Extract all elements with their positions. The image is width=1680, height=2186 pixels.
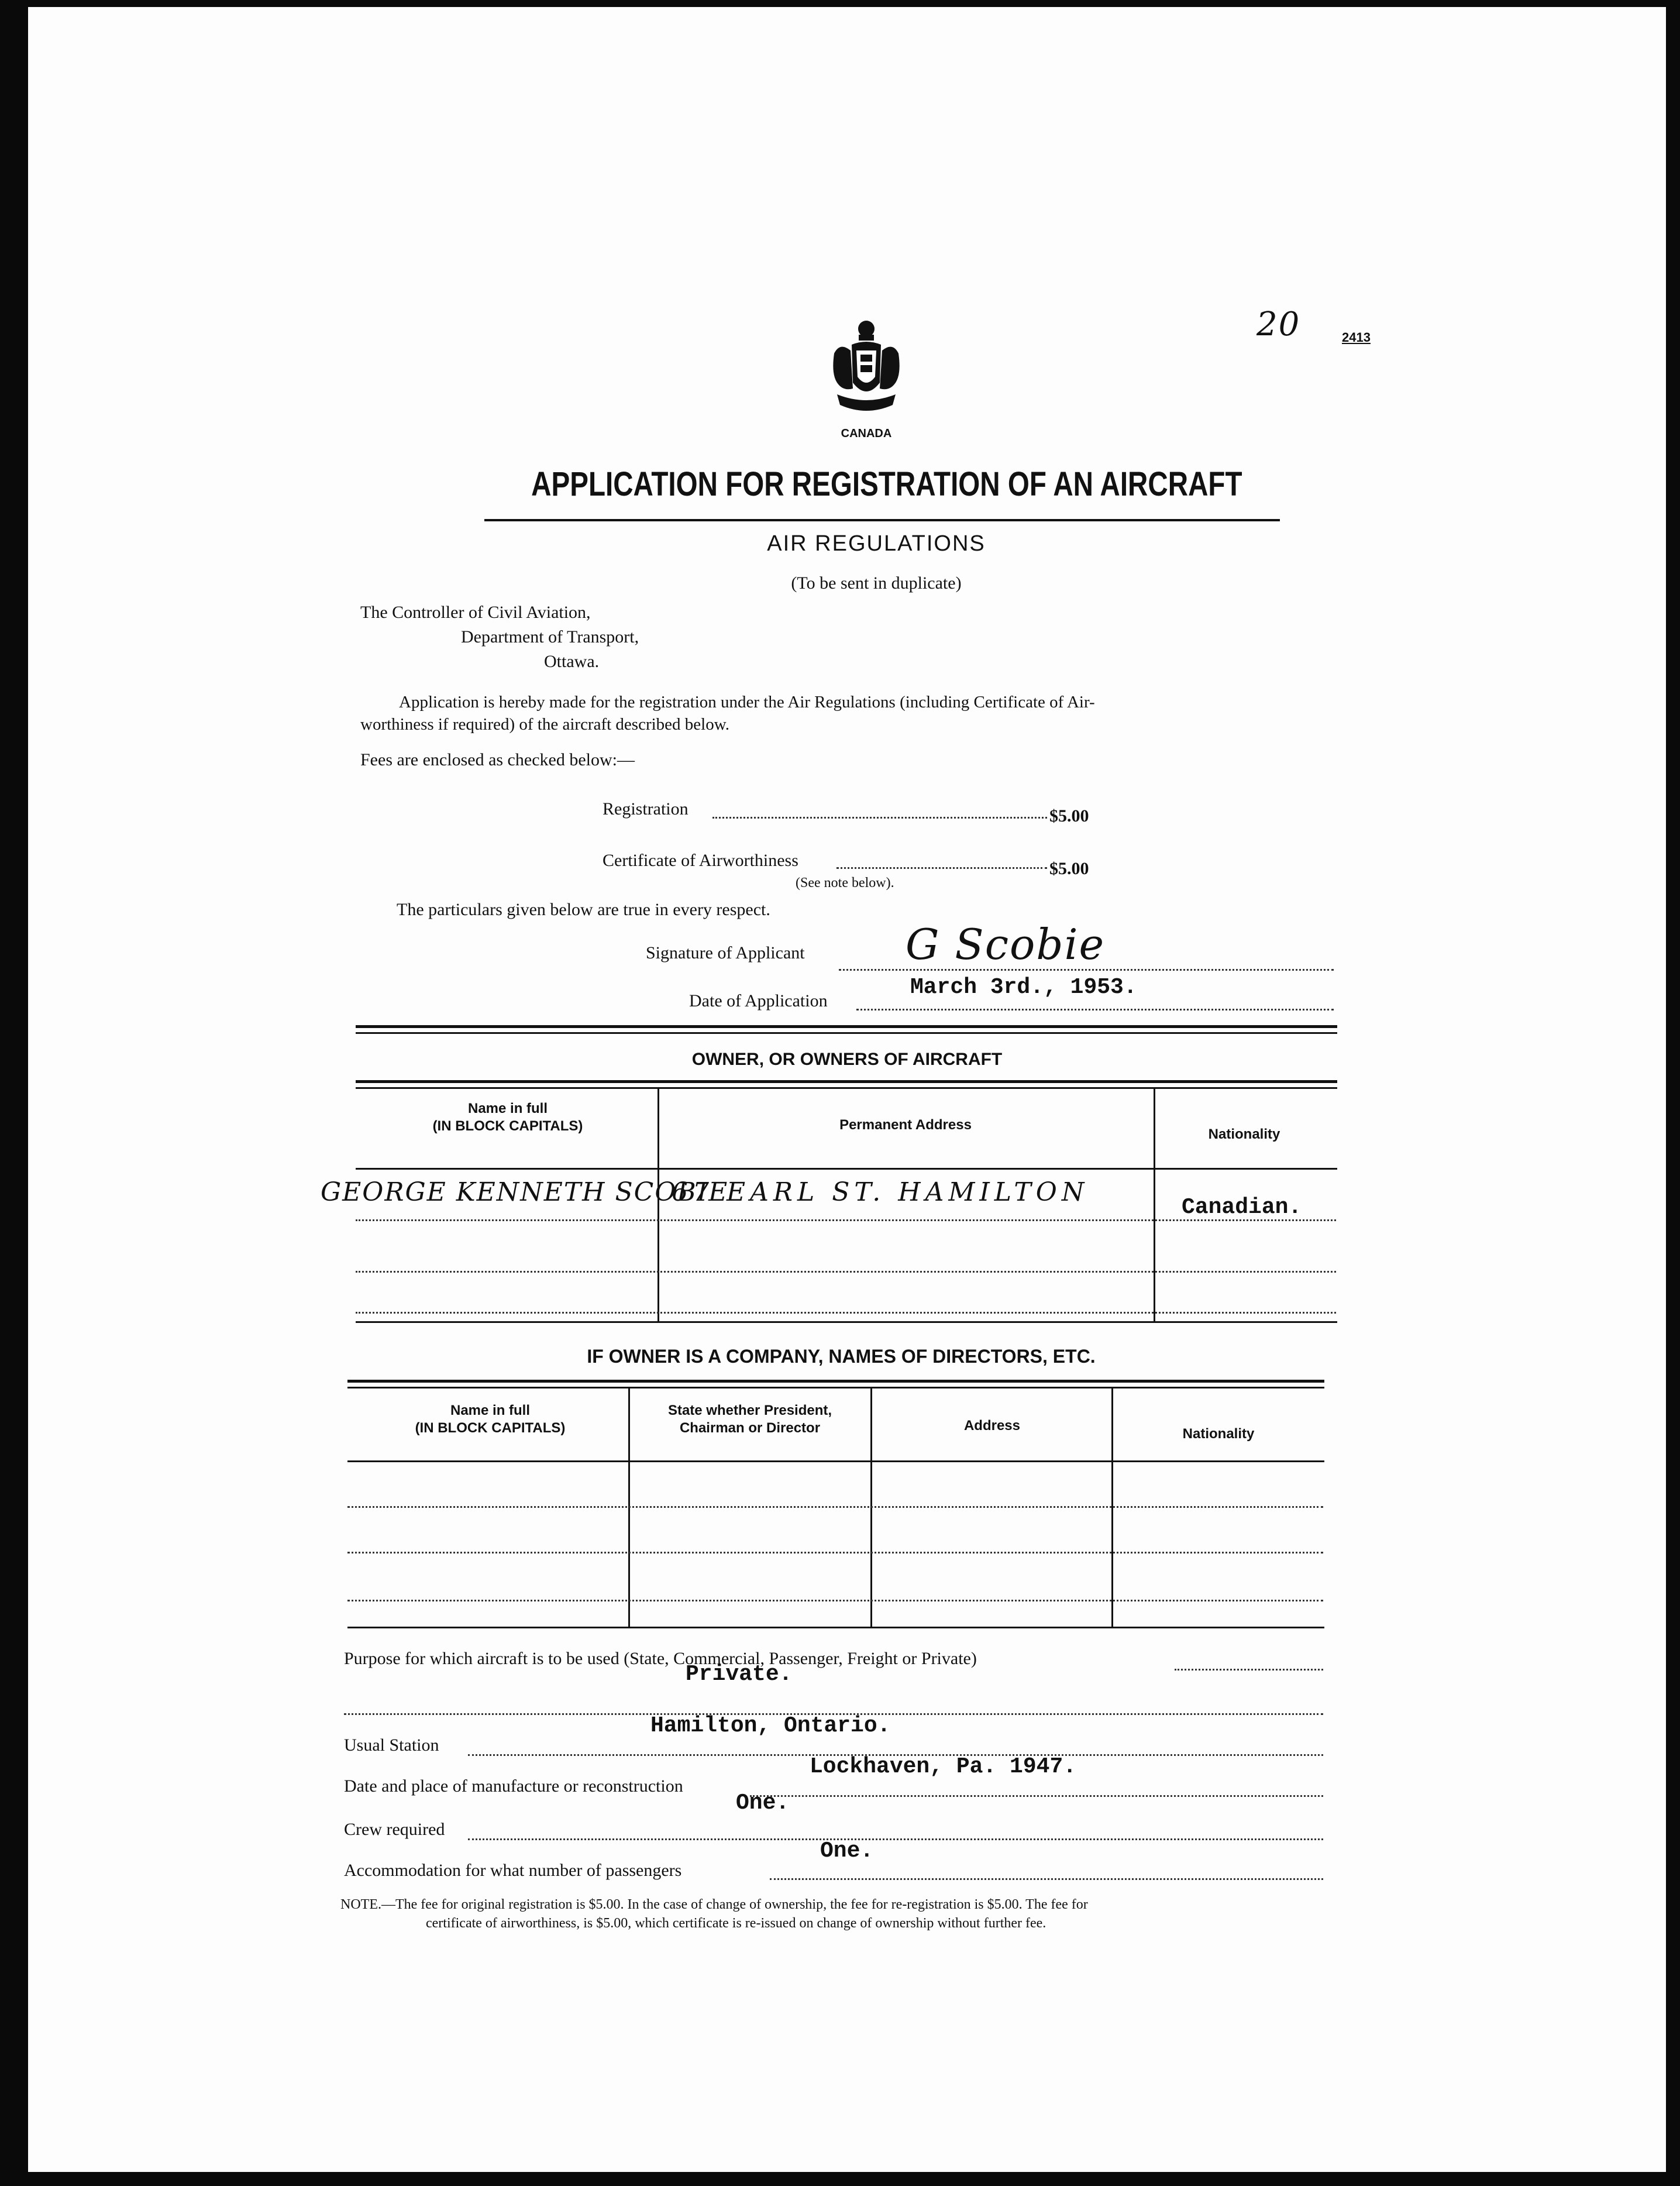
handwritten-mark: 20 <box>1256 305 1301 343</box>
date-label: Date of Application <box>689 991 828 1010</box>
station-label: Usual Station <box>344 1735 439 1755</box>
directors-row-line-1 <box>347 1506 1323 1508</box>
owner-nationality: Canadian. <box>1182 1195 1302 1220</box>
signature-label: Signature of Applicant <box>646 943 805 963</box>
directors-col-state-2: Chairman or Director <box>679 1420 821 1436</box>
owners-bottom-rule <box>356 1321 1337 1323</box>
manufacture-line <box>750 1795 1323 1797</box>
note-line-1: NOTE.—The fee for original registration is $5.00. In the case of change of ownership, the fee for re-registration is $5.00. The fee for <box>340 1897 1088 1912</box>
particulars-statement: The particulars given below are true in every respect. <box>397 900 770 919</box>
application-text-1: Application is hereby made for the registration under the Air Regulations (including Certificate of Air- <box>399 693 1095 712</box>
note-line-2: certificate of airworthiness, is $5.00, which certificate is re-issued on change of ownership without further fee. <box>426 1916 1046 1931</box>
title-underline <box>484 519 1280 521</box>
directors-row-rule-1 <box>347 1460 1324 1462</box>
directors-row-line-3 <box>347 1600 1323 1601</box>
purpose-value: Private. <box>686 1662 793 1687</box>
addressee-line-1: The Controller of Civil Aviation, <box>360 603 591 622</box>
certificate-fee-label: Certificate of Airworthiness <box>603 851 798 870</box>
document-page <box>28 7 1666 2172</box>
date-line <box>856 1009 1334 1010</box>
owners-row-line-1 <box>356 1219 1336 1221</box>
passengers-label: Accommodation for what number of passengers <box>344 1861 682 1880</box>
directors-top-rule <box>347 1380 1324 1383</box>
registration-fee-amount: $5.00 <box>1049 806 1089 826</box>
directors-col-state <box>633 1402 867 1437</box>
purpose-line <box>1175 1669 1323 1671</box>
signature-line <box>839 969 1334 971</box>
owners-row-line-2 <box>356 1271 1336 1273</box>
form-number: 2413 <box>1342 330 1371 345</box>
directors-col-address: Address <box>963 1418 1021 1434</box>
owners-col-name <box>367 1100 648 1135</box>
owners-row-line-3 <box>356 1312 1336 1314</box>
coat-of-arms-emblem <box>828 318 904 429</box>
application-text-2: worthiness if required) of the aircraft described below. <box>360 715 730 734</box>
crew-label: Crew required <box>344 1820 445 1839</box>
owners-col-name-1: Name in full <box>467 1101 548 1116</box>
directors-heading: IF OWNER IS A COMPANY, NAMES OF DIRECTORS, ETC. <box>587 1346 1096 1367</box>
directors-top-rule-2 <box>347 1387 1324 1388</box>
directors-col-nationality: Nationality <box>1182 1426 1255 1442</box>
owners-col-divider-2 <box>1154 1087 1155 1321</box>
owner-address: 67 EARL ST. HAMILTON <box>672 1177 1089 1207</box>
owners-col-address: Permanent Address <box>839 1117 972 1133</box>
crew-value: One. <box>736 1790 790 1816</box>
owners-col-nationality: Nationality <box>1208 1126 1280 1142</box>
crew-line <box>468 1838 1323 1840</box>
passengers-value: One. <box>820 1838 874 1864</box>
fees-intro: Fees are enclosed as checked below:— <box>360 750 635 769</box>
directors-row-line-2 <box>347 1552 1323 1553</box>
duplicate-note: (To be sent in duplicate) <box>791 573 962 593</box>
owner-name: GEORGE KENNETH SCOBIE <box>321 1177 729 1207</box>
owners-col-name-2: (IN BLOCK CAPITALS) <box>432 1118 583 1134</box>
directors-col-name <box>356 1402 625 1437</box>
owners-heading: OWNER, OR OWNERS OF AIRCRAFT <box>691 1050 1003 1069</box>
certificate-fee-leader <box>836 867 1047 869</box>
manufacture-value: Lockhaven, Pa. 1947. <box>810 1754 1077 1779</box>
directors-col-name-1: Name in full <box>450 1403 531 1418</box>
form-subtitle: AIR REGULATIONS <box>767 531 986 556</box>
owners-row-rule-1 <box>356 1168 1337 1170</box>
application-date: March 3rd., 1953. <box>910 975 1137 1000</box>
passengers-line <box>770 1878 1323 1880</box>
directors-col-name-2: (IN BLOCK CAPITALS) <box>415 1420 566 1436</box>
owners-top-rule <box>356 1025 1337 1028</box>
registration-fee-label: Registration <box>603 799 688 819</box>
addressee-line-2: Department of Transport, <box>461 627 639 647</box>
form-title: APPLICATION FOR REGISTRATION OF AN AIRCRAFT <box>531 465 1242 503</box>
directors-bottom-rule <box>347 1627 1324 1628</box>
manufacture-label: Date and place of manufacture or reconstruction <box>344 1776 683 1796</box>
certificate-fee-amount: $5.00 <box>1049 859 1089 878</box>
purpose-label: Purpose for which aircraft is to be used (State, Commercial, Passenger, Freight or Private) <box>344 1649 977 1668</box>
registration-fee-leader <box>712 817 1047 819</box>
emblem-caption: CANADA <box>841 427 892 440</box>
applicant-signature: G Scobie <box>906 920 1106 969</box>
station-value: Hamilton, Ontario. <box>650 1713 891 1738</box>
directors-col-state-1: State whether President, <box>667 1403 832 1418</box>
owners-top-rule-2 <box>356 1032 1337 1034</box>
owners-header-rule-2 <box>356 1087 1337 1089</box>
addressee-line-3: Ottawa. <box>544 652 600 671</box>
owners-header-rule <box>356 1080 1337 1083</box>
certificate-fee-note: (See note below). <box>796 875 894 891</box>
